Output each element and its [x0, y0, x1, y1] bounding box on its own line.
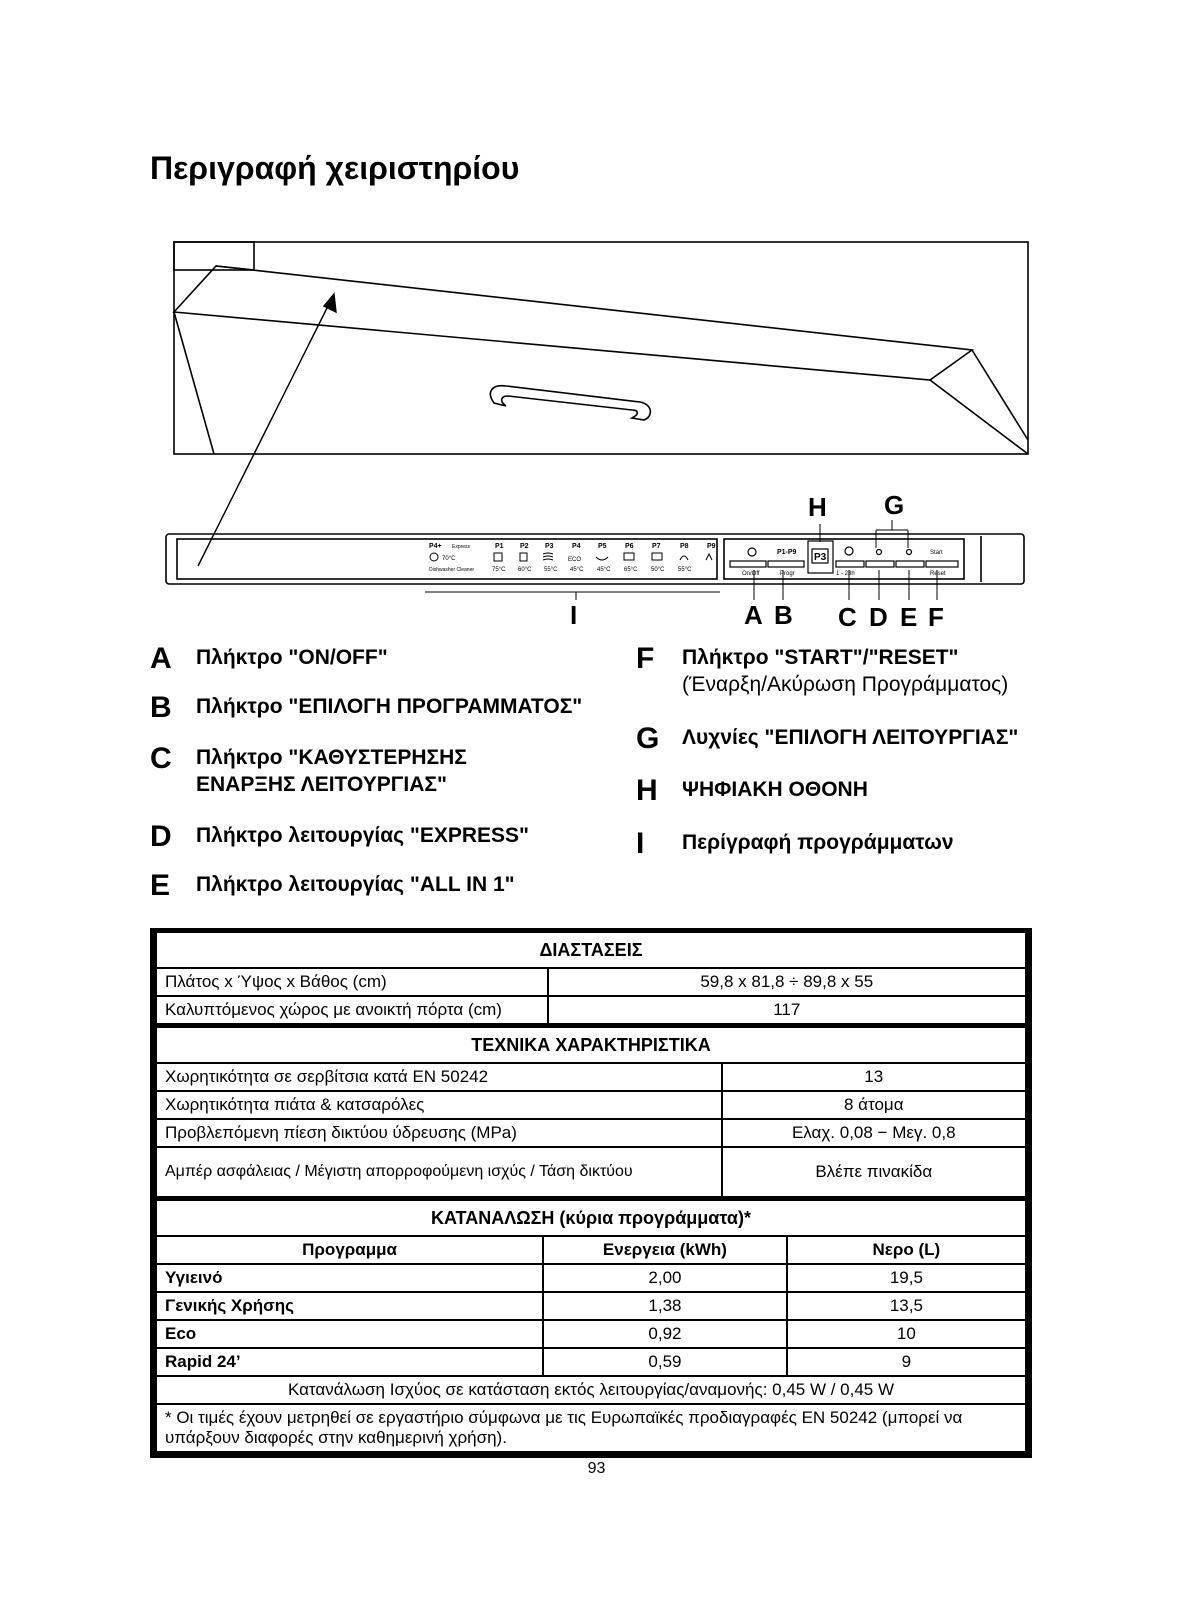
legend-text: Πλήκτρο "ΚΑΘΥΣΤΕΡΗΣΗΣ: [196, 746, 467, 769]
legend-letter: I: [636, 827, 645, 860]
spec-value: 8 άτομα: [722, 1091, 1027, 1119]
all-in-one-led: [907, 550, 912, 555]
prog-temp-p4plus: 70°C: [442, 556, 456, 562]
prog-code-p2: P2: [520, 543, 529, 550]
program-name: Eco: [156, 1320, 543, 1348]
legend-item-c: [150, 744, 467, 798]
prog-code-p8: P8: [680, 543, 689, 550]
prog-code-p3: P3: [545, 543, 554, 550]
legend-letter: B: [150, 691, 172, 724]
control-panel-strip: [166, 534, 1024, 584]
legend-text: ΨΗΦΙΑΚΗ ΟΘΟΝΗ: [682, 778, 868, 801]
prog-code-p1: P1: [495, 543, 504, 550]
spec-value: 117: [548, 996, 1027, 1024]
door-handle-drawing: [490, 386, 650, 420]
legend-letter: G: [636, 722, 660, 755]
spec-value: 13: [722, 1063, 1027, 1091]
prog-code-p6: P6: [625, 543, 634, 550]
page-number: 93: [587, 1460, 606, 1477]
callout-g: G: [884, 490, 905, 520]
all-in-one-button[interactable]: [896, 561, 924, 567]
control-panel-diagram: [0, 0, 1193, 640]
water-value: 10: [787, 1320, 1026, 1348]
water-value: 19,5: [787, 1264, 1026, 1292]
water-value: 13,5: [787, 1292, 1026, 1320]
dishwasher-cleaner-label: Dishwasher Cleaner: [429, 567, 475, 573]
legend-text: Πλήκτρο λειτουργίας "EXPRESS": [196, 824, 530, 847]
callout-e: E: [900, 602, 918, 632]
legend-letter: C: [150, 742, 172, 775]
callout-a: A: [744, 600, 763, 630]
legend-item-f: [636, 644, 1008, 698]
legend-subtext: ΕΝΑΡΞΗΣ ΛΕΙΤΟΥΡΓΙΑΣ": [196, 773, 447, 796]
clock-icon: [845, 547, 853, 555]
footnote: * Οι τιμές έχουν μετρηθεί σε εργαστήριο σύμφωνα με τις Ευρωπαϊκές προδιαγραφές EN 50242 (μπορεί να υπάρξουν διαφορές στην καθημερινή χρήση).: [156, 1404, 1026, 1452]
consumption-header: ΚΑΤΑΝΑΛΩΣΗ (κύρια προγράμματα)*: [156, 1200, 1026, 1237]
legend-letter: D: [150, 820, 172, 853]
legend-item-g: [636, 724, 1018, 754]
prog-temp-p4: 45°C: [570, 567, 584, 573]
spec-label: Πλάτος x Ύψος x Βάθος (cm): [156, 968, 548, 996]
spec-label: Καλυπτόμενος χώρος με ανοικτή πόρτα (cm): [156, 996, 548, 1024]
dishwasher-door-drawing: [174, 242, 1028, 454]
program-icons: [430, 553, 712, 563]
prog-code-p7: P7: [652, 543, 661, 550]
prog-temp-p2: 60°C: [518, 567, 532, 573]
express-button[interactable]: [866, 561, 894, 567]
panel-prog-range: P1-P9: [777, 549, 797, 556]
prog-code-p5: P5: [598, 543, 607, 550]
prog-code-p9: P9: [707, 543, 716, 550]
panel-on-off-label: On/Off: [742, 571, 760, 577]
spec-label: Αμπέρ ασφάλειας / Μέγιστη απορροφούμενη ισχύς / Τάση δικτύου: [156, 1147, 722, 1197]
prog-temp-p3: 55°C: [544, 567, 558, 573]
prog-temp-p6: 65°C: [624, 567, 638, 573]
program-name: Γενικής Χρήσης: [156, 1292, 543, 1320]
callout-c: C: [838, 602, 857, 632]
tech-header: ΤΕΧΝΙΚΑ ΧΑΡΑΚΤΗΡΙΣΤΙΚΑ: [156, 1027, 1026, 1064]
prog-temp-p1: 75°C: [492, 567, 506, 573]
legend-letter: E: [150, 869, 171, 902]
panel-reset-label: Reset: [930, 571, 946, 577]
energy-value: 0,92: [543, 1320, 787, 1348]
legend-text: Πλήκτρο "ΕΠΙΛΟΓΗ ΠΡΟΓΡΑΜΜΑΤΟΣ": [196, 695, 583, 718]
legend-item-i: [636, 829, 954, 859]
express-led: [877, 550, 882, 555]
legend-letter: H: [636, 774, 658, 807]
callout-h: H: [808, 492, 827, 522]
prog-temp-p5: 45°C: [597, 567, 611, 573]
delay-start-button[interactable]: [836, 561, 864, 567]
program-temperatures: [429, 556, 692, 573]
legend-text: Πλήκτρο λειτουργίας "ALL IN 1": [196, 873, 515, 896]
table-row: [156, 1348, 1026, 1376]
legend-item-h: [636, 776, 868, 806]
column-header-energy: Ενεργεια (kWh): [543, 1236, 787, 1264]
legend-item-b: [150, 693, 582, 723]
pointer-arrow: [198, 294, 336, 566]
energy-value: 0,59: [543, 1348, 787, 1376]
prog-code-p4plus: P4+: [429, 543, 442, 550]
legend-letter: A: [150, 642, 172, 675]
table-row: [156, 1264, 1026, 1292]
spec-label: Χωρητικότητα πιάτα & κατσαρόλες: [156, 1091, 722, 1119]
panel-start-label: Start: [930, 550, 943, 556]
legend-item-d: [150, 822, 529, 852]
energy-value: 2,00: [543, 1264, 787, 1292]
spec-value: Βλέπε πινακίδα: [722, 1147, 1027, 1197]
prog-temp-p8: 55°C: [678, 567, 692, 573]
panel-progr-label: Progr: [780, 571, 795, 577]
start-reset-button[interactable]: [926, 561, 958, 567]
prog-temp-p7: 50°C: [651, 567, 665, 573]
program-name: Υγιεινό: [156, 1264, 543, 1292]
program-select-button[interactable]: [768, 561, 804, 567]
water-value: 9: [787, 1348, 1026, 1376]
spec-value: Ελαχ. 0,08 − Μεγ. 0,8: [722, 1119, 1027, 1147]
power-icon: [748, 548, 756, 556]
spec-value: 59,8 x 81,8 ÷ 89,8 x 55: [548, 968, 1027, 996]
on-off-button[interactable]: [730, 561, 766, 567]
spec-label: Προβλεπόμενη πίεση δικτύου ύδρευσης (MPa): [156, 1119, 722, 1147]
legend-item-a: [150, 644, 388, 674]
spec-label: Χωρητικότητα σε σερβίτσια κατά EN 50242: [156, 1063, 722, 1091]
column-header-water: Νερο (L): [787, 1236, 1026, 1264]
callout-f: F: [928, 602, 944, 632]
program-symbols: [429, 543, 716, 550]
legend-item-e: [150, 871, 515, 901]
table-row: [156, 1320, 1026, 1348]
legend-text: Πλήκτρο "START"/"RESET": [682, 646, 959, 669]
callout-b: B: [774, 600, 793, 630]
panel-buttons: [730, 541, 958, 573]
page-title: Περιγραφή χειριστηρίου: [150, 150, 520, 186]
callout-i: I: [570, 600, 578, 630]
legend-text: Περίγραφή προγράμματων: [682, 831, 954, 854]
specifications-table: [150, 928, 1032, 1458]
table-row: [156, 1292, 1026, 1320]
prog-code-p4: P4: [572, 543, 581, 550]
legend-subtext: (Έναρξη/Ακύρωση Προγράμματος): [682, 673, 1009, 696]
svg-text:ECO: ECO: [568, 557, 582, 563]
dimensions-header: ΔΙΑΣΤΑΣΕΙΣ: [156, 933, 1026, 968]
energy-value: 1,38: [543, 1292, 787, 1320]
legend-letter: F: [636, 642, 655, 675]
column-header-program: Προγραμμα: [156, 1236, 543, 1264]
callout-d: D: [869, 602, 888, 632]
legend-text: Πλήκτρο "ON/OFF": [196, 646, 388, 669]
panel-delay-label: 1 - 23h: [836, 571, 855, 577]
legend-text: Λυχνίες "ΕΠΙΛΟΓΗ ΛΕΙΤΟΥΡΓΙΑΣ": [682, 726, 1019, 749]
program-name: Rapid 24’: [156, 1348, 543, 1376]
standby-consumption: Κατανάλωση Ισχύος σε κατάσταση εκτός λειτουργίας/αναμονής: 0,45 W / 0,45 W: [156, 1376, 1026, 1404]
svg-text:Express: Express: [452, 544, 471, 550]
display-value: P3: [814, 552, 827, 563]
